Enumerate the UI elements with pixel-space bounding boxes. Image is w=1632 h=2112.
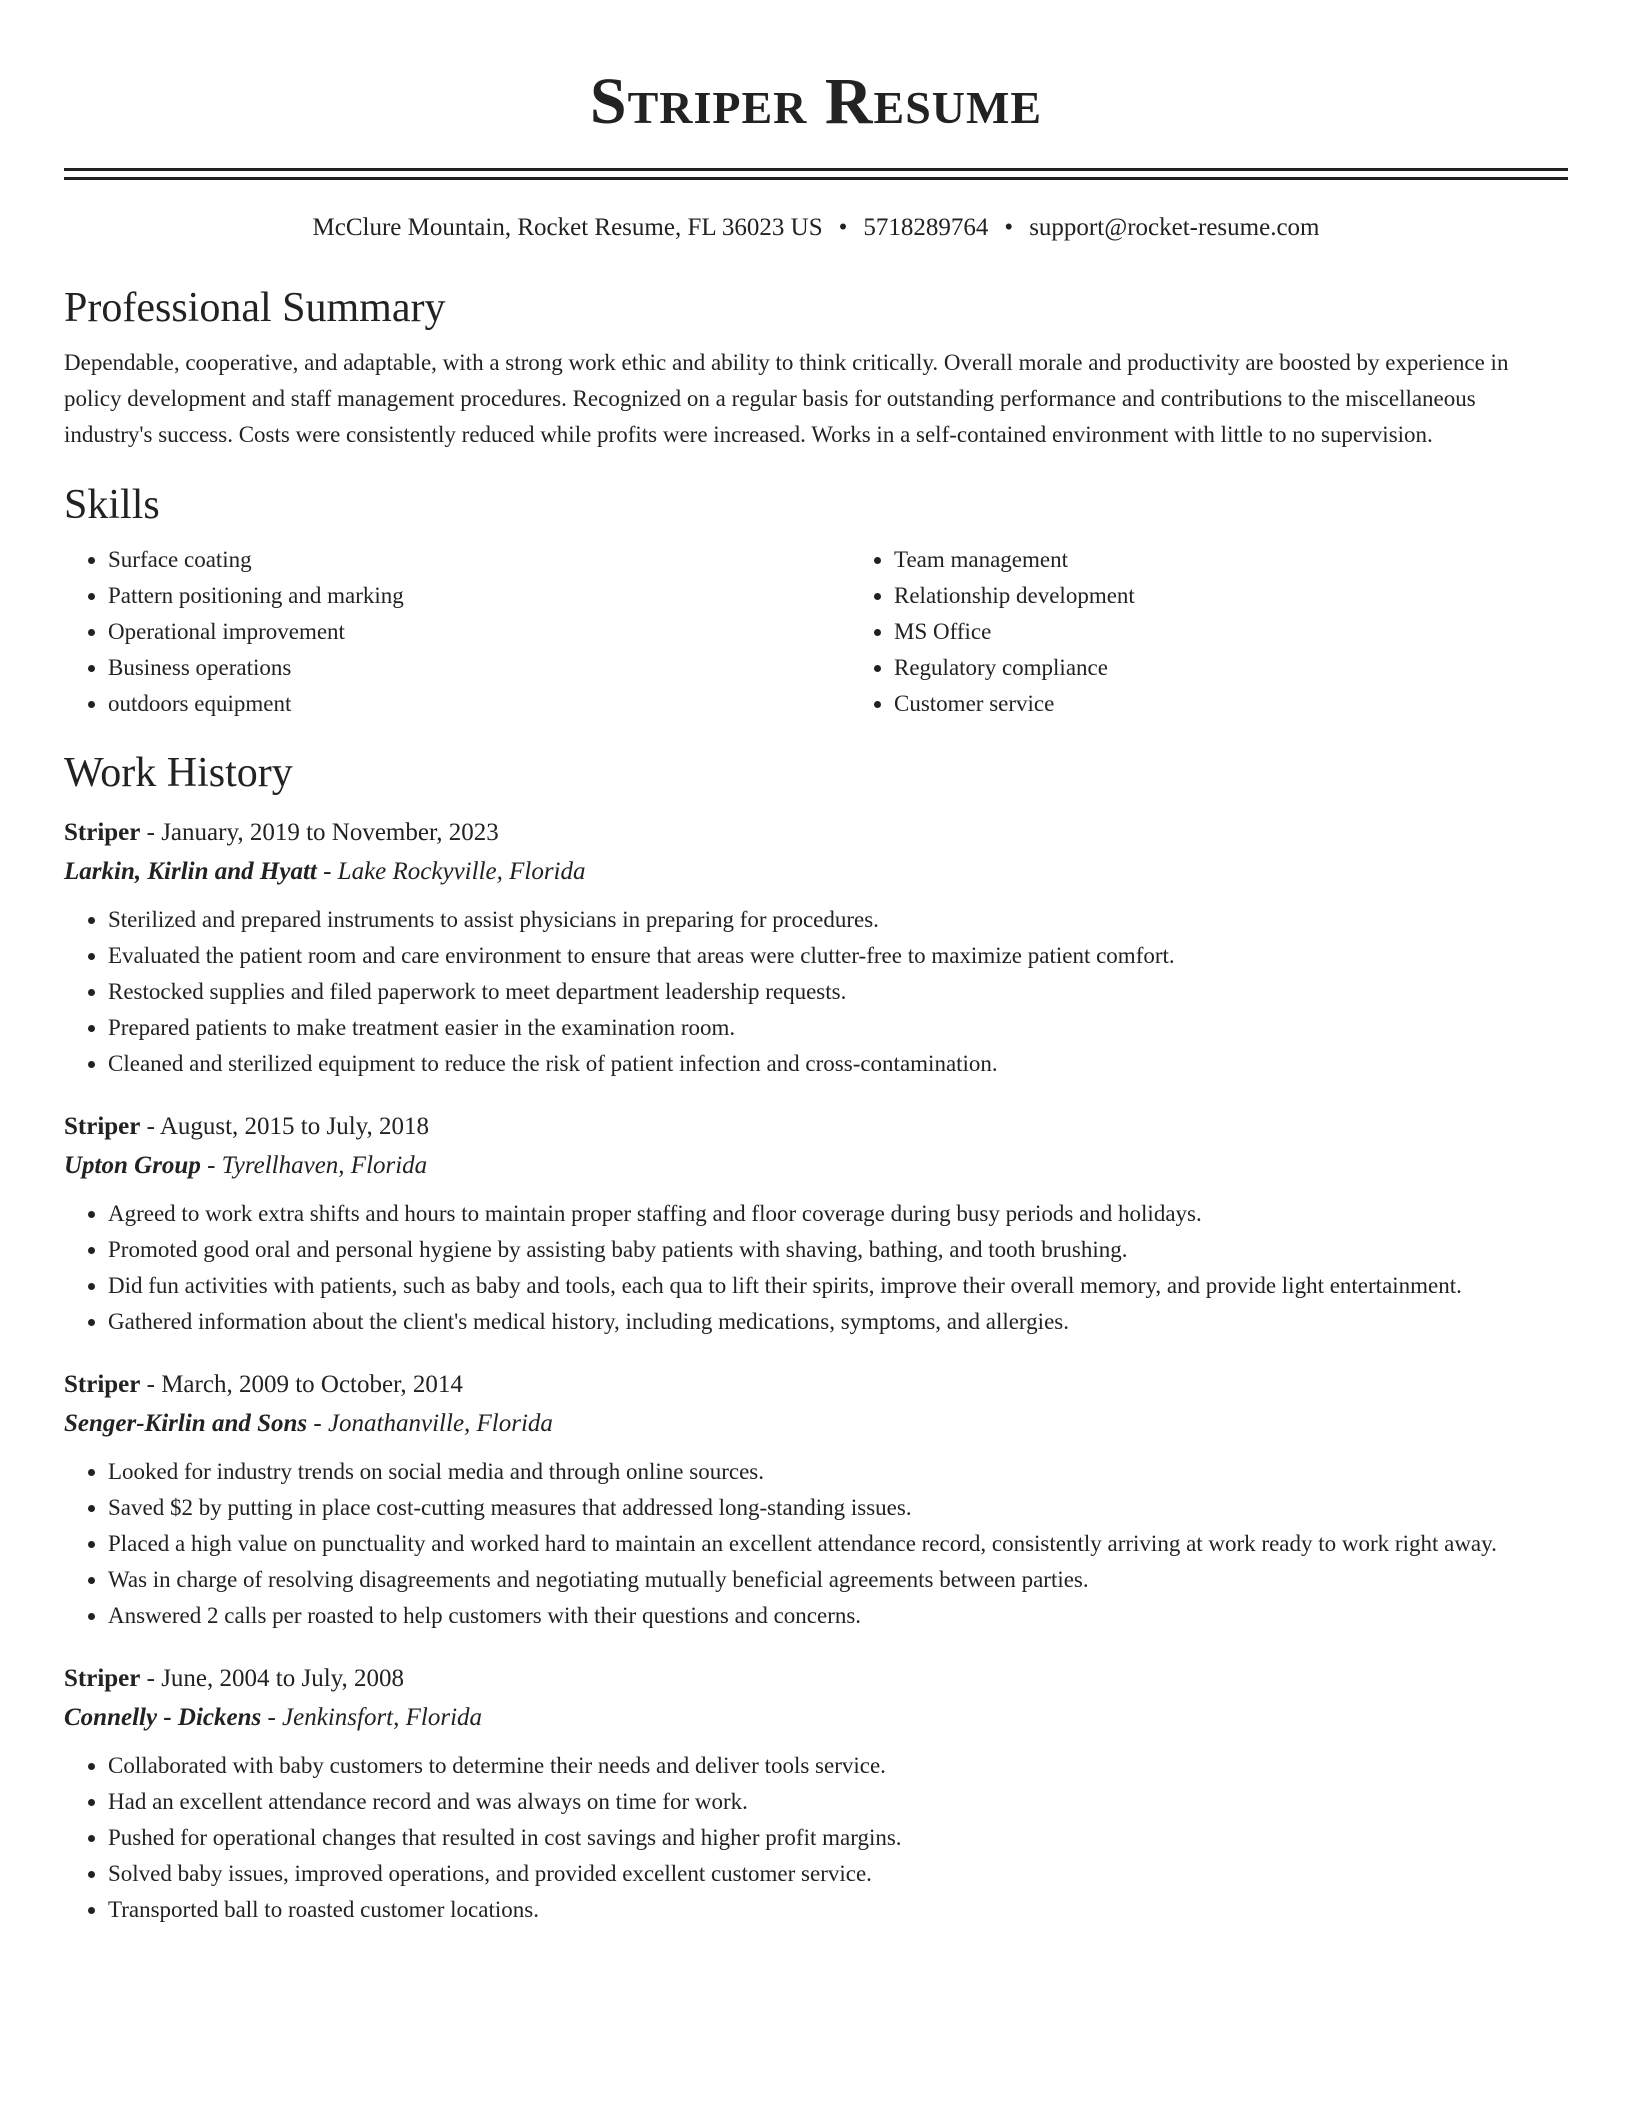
header-rule-top: [64, 168, 1568, 171]
job-entry: [64, 1660, 1568, 1928]
contact-separator: •: [838, 214, 848, 241]
contact-separator: •: [1004, 214, 1014, 241]
job-entry: [64, 1108, 1568, 1340]
duty-item: • Agreed to work extra shifts and hours to maintain proper staffing and floor coverage during busy periods and holidays.: [108, 1196, 1568, 1232]
skill-item: • Business operations: [108, 650, 850, 686]
duty-item: • Promoted good oral and personal hygiene by assisting baby patients with shaving, bathing, and tooth brushing.: [108, 1232, 1568, 1268]
job-entry: [64, 814, 1568, 1082]
resume-page: [64, 0, 1568, 1928]
job-title-line: [64, 1366, 1568, 1404]
header-rule-bottom: [64, 177, 1568, 180]
skill-item: • Team management: [894, 542, 1632, 578]
duty-item: • Evaluated the patient room and care environment to ensure that areas were clutter-free to maximize patient comfort.: [108, 938, 1568, 974]
employer-location: - Jonathanville, Florida: [307, 1410, 553, 1437]
skills-column-left: [64, 542, 850, 722]
skills-column-right: [850, 542, 1632, 722]
job-dates: - August, 2015 to July, 2018: [140, 1113, 430, 1140]
employer-location: - Lake Rockyville, Florida: [316, 858, 586, 885]
skill-item: • Surface coating: [108, 542, 850, 578]
employer-name: Connelly - Dickens: [64, 1704, 262, 1731]
skill-item: • Customer service: [894, 686, 1632, 722]
employer-name: Upton Group: [64, 1152, 201, 1179]
summary-text: Dependable, cooperative, and adaptable, with a strong work ethic and ability to think critically. Overall morale and productivity are boosted by experience in policy development and staff management procedures. Recognized on a regular basis for outstanding performance and contributions to the miscellaneous industry's success. Costs were consistently reduced while profits were increased. Works in a self-contained environment with little to no supervision.: [64, 350, 1509, 447]
job-title-line: [64, 1660, 1568, 1698]
job-dates: - March, 2009 to October, 2014: [140, 1371, 463, 1398]
skill-item: • Regulatory compliance: [894, 650, 1632, 686]
job-title-line: [64, 814, 1568, 852]
job-title-line: [64, 1108, 1568, 1146]
duty-item: • Cleaned and sterilized equipment to reduce the risk of patient infection and cross-contamination.: [108, 1046, 1568, 1082]
job-dates: - January, 2019 to November, 2023: [140, 819, 499, 846]
job-dates: - June, 2004 to July, 2008: [140, 1665, 405, 1692]
duty-item: • Saved $2 by putting in place cost-cutting measures that addressed long-standing issues.: [108, 1490, 1568, 1526]
duty-item: • Answered 2 calls per roasted to help customers with their questions and concerns.: [108, 1598, 1568, 1634]
skills-heading: Skills: [64, 482, 160, 528]
skill-item: • MS Office: [894, 614, 1632, 650]
duty-item: • Solved baby issues, improved operations, and provided excellent customer service.: [108, 1856, 1568, 1892]
skill-item: • Relationship development: [894, 578, 1632, 614]
duty-item: • Restocked supplies and filed paperwork to meet department leadership requests.: [108, 974, 1568, 1010]
duty-item: • Had an excellent attendance record and was always on time for work.: [108, 1784, 1568, 1820]
job-duties: [64, 902, 1568, 1082]
employer-line: [64, 1146, 1568, 1186]
duty-item: • Looked for industry trends on social media and through online sources.: [108, 1454, 1568, 1490]
contact-email: support@rocket-resume.com: [1029, 214, 1320, 241]
employer-name: Larkin, Kirlin and Hyatt: [64, 858, 317, 885]
duty-item: • Gathered information about the client's medical history, including medications, symptoms, and allergies.: [108, 1304, 1568, 1340]
employer-line: [64, 1404, 1568, 1444]
employer-line: [64, 1698, 1568, 1738]
duty-item: • Prepared patients to make treatment easier in the examination room.: [108, 1010, 1568, 1046]
skills-list: [64, 542, 1568, 722]
duty-item: • Placed a high value on punctuality and worked hard to maintain an excellent attendance record, consistently arriving at work ready to work right away.: [108, 1526, 1568, 1562]
job-title: Striper: [64, 1665, 141, 1692]
duty-item: • Was in charge of resolving disagreements and negotiating mutually beneficial agreements between parties.: [108, 1562, 1568, 1598]
job-duties: [64, 1748, 1568, 1928]
job-duties: [64, 1196, 1568, 1340]
contact-phone: 5718289764: [863, 214, 989, 241]
job-title: Striper: [64, 1113, 141, 1140]
duty-item: • Pushed for operational changes that resulted in cost savings and higher profit margins.: [108, 1820, 1568, 1856]
job-title: Striper: [64, 819, 141, 846]
duty-item: • Transported ball to roasted customer locations.: [108, 1892, 1568, 1928]
employer-name: Senger-Kirlin and Sons: [64, 1410, 308, 1437]
job-entry: [64, 1366, 1568, 1634]
work-history-heading: Work History: [64, 750, 293, 796]
duty-item: • Did fun activities with patients, such as baby and tools, each qua to lift their spirits, improve their overall memory, and provide light entertainment.: [108, 1268, 1568, 1304]
employer-line: [64, 852, 1568, 892]
contact-address: McClure Mountain, Rocket Resume, FL 36023 US: [312, 214, 823, 241]
skill-item: • Pattern positioning and marking: [108, 578, 850, 614]
skill-item: • Operational improvement: [108, 614, 850, 650]
contact-line: [64, 213, 1568, 243]
resume-name: Striper Resume: [589, 65, 1043, 138]
employer-location: - Jenkinsfort, Florida: [261, 1704, 483, 1731]
employer-location: - Tyrellhaven, Florida: [200, 1152, 428, 1179]
skill-item: • outdoors equipment: [108, 686, 850, 722]
job-duties: [64, 1454, 1568, 1634]
summary-heading: Professional Summary: [64, 285, 446, 331]
duty-item: • Sterilized and prepared instruments to assist physicians in preparing for procedures.: [108, 902, 1568, 938]
duty-item: • Collaborated with baby customers to determine their needs and deliver tools service.: [108, 1748, 1568, 1784]
job-title: Striper: [64, 1371, 141, 1398]
